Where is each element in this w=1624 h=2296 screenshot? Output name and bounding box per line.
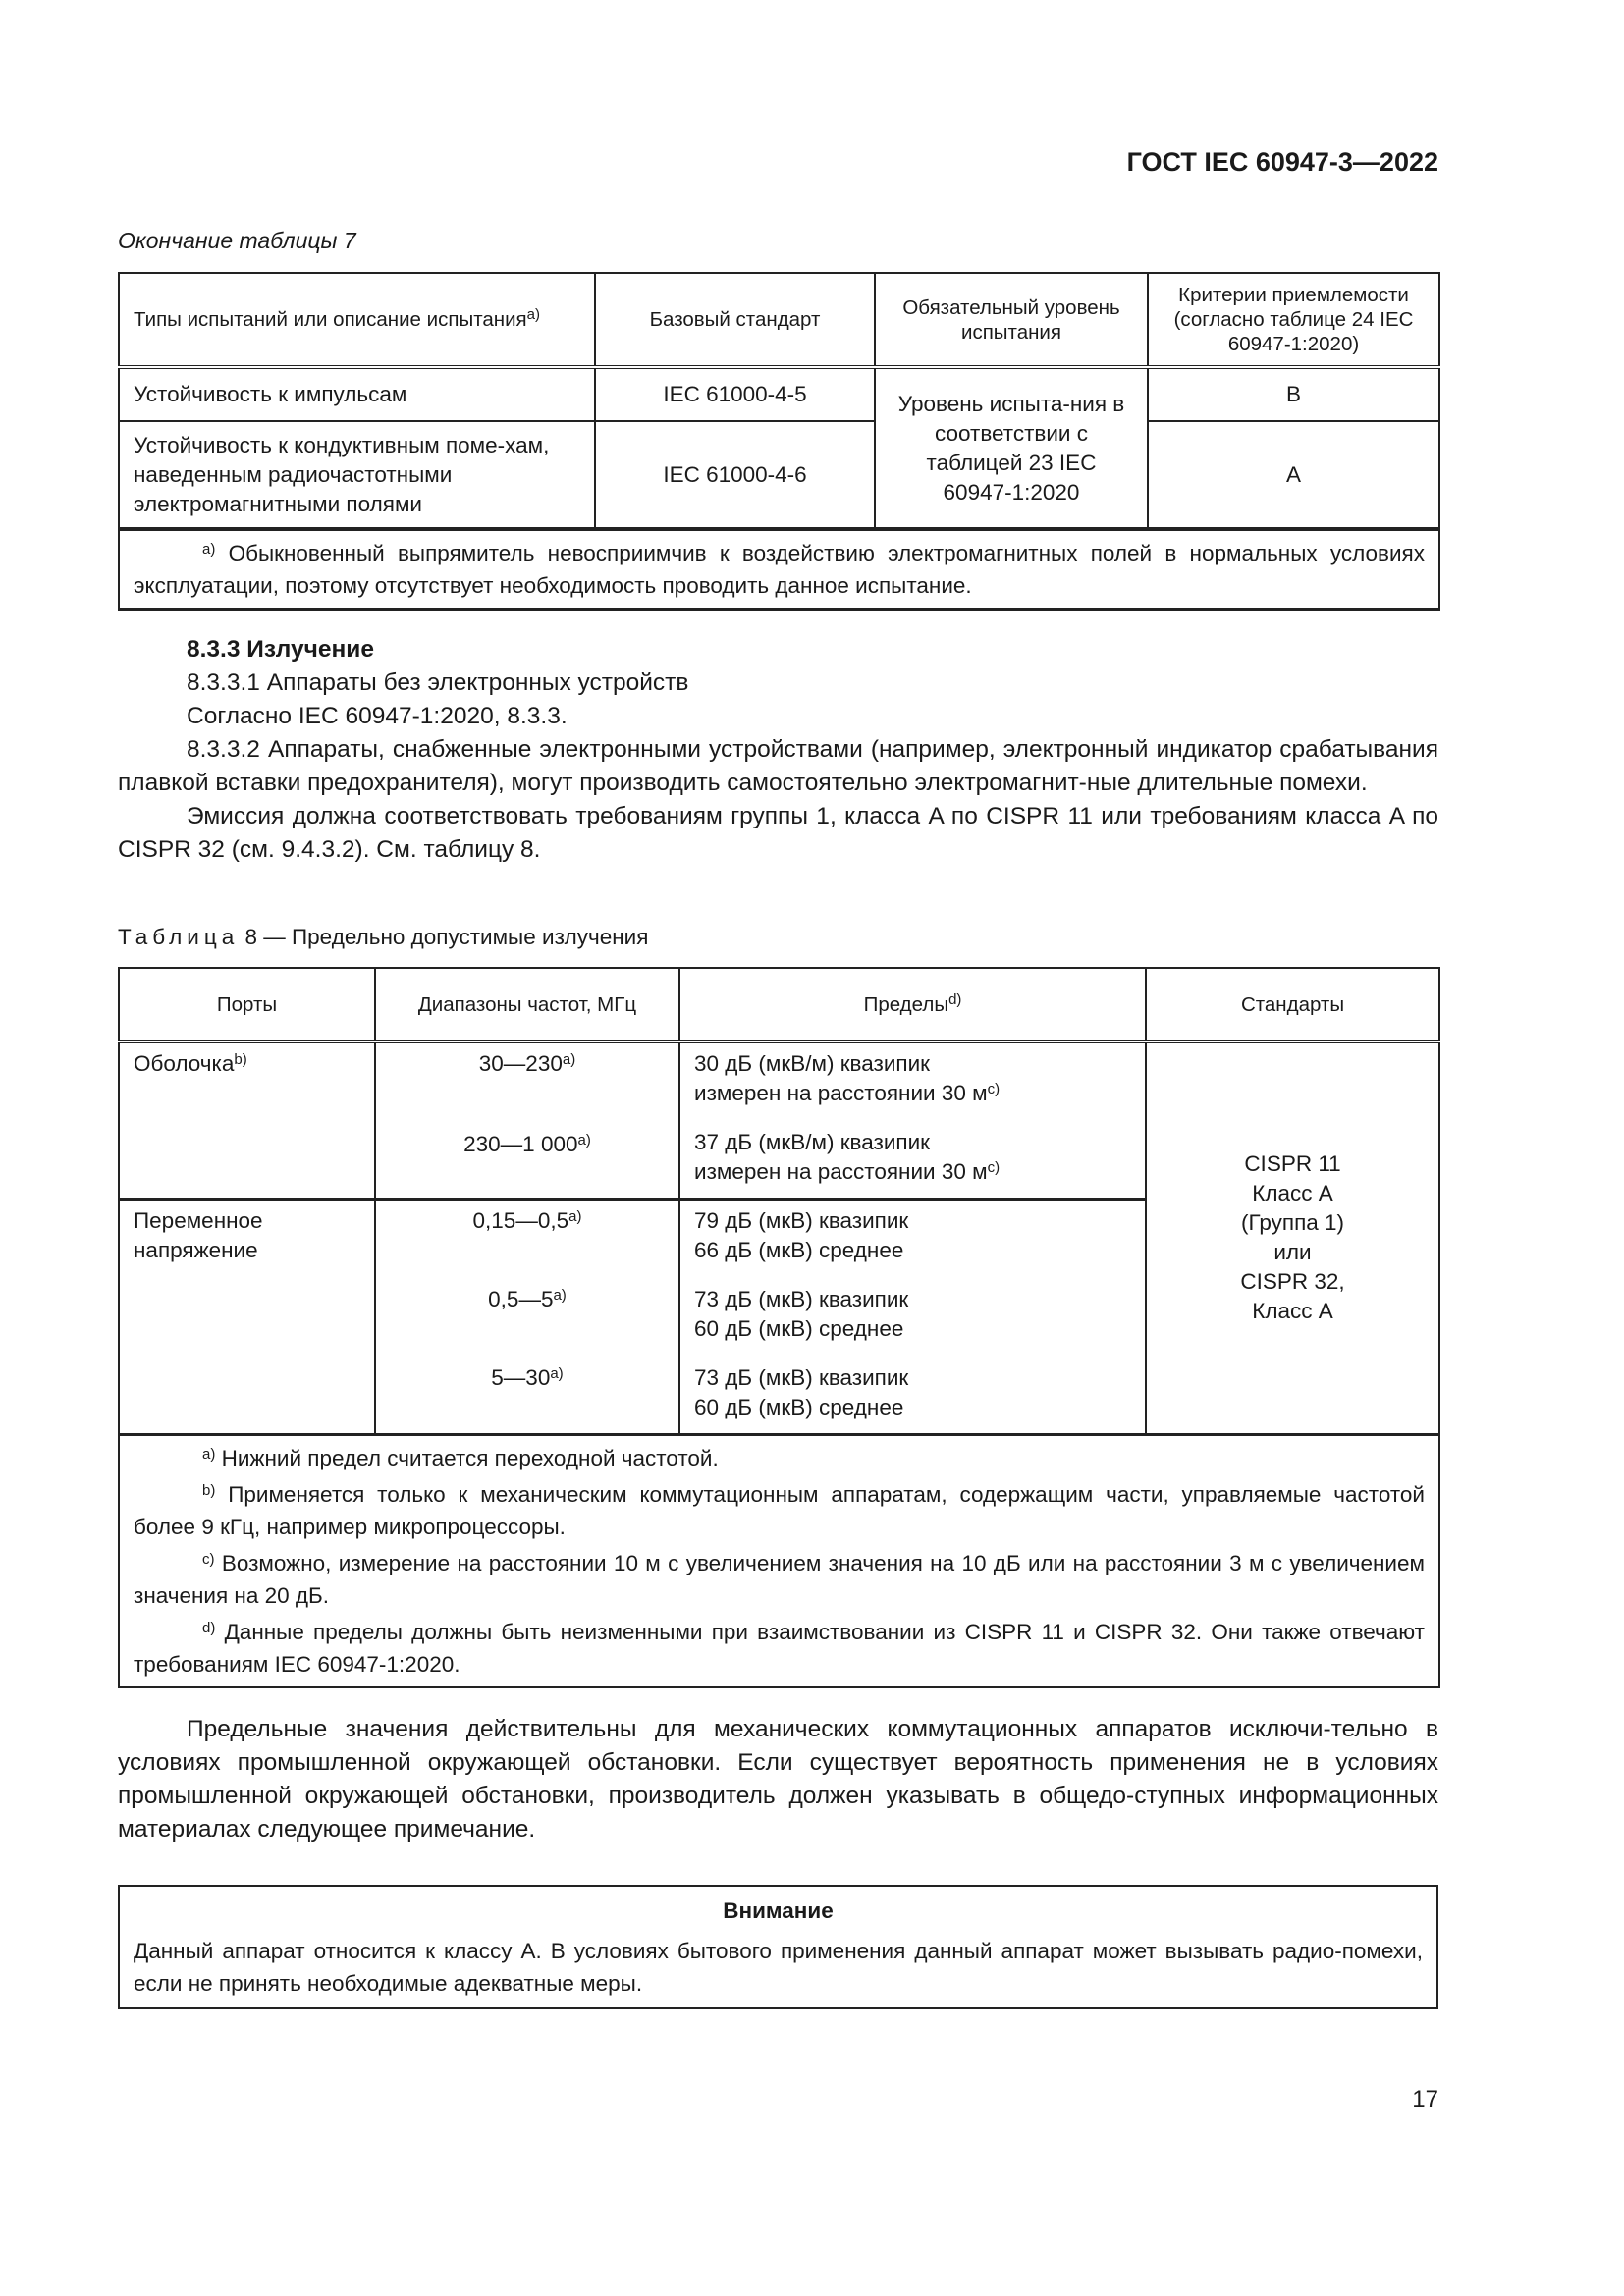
attention-text: Данный аппарат относится к классу A. В условиях бытового применения данный аппарат может вызывать радио-помехи, если не принять необходимые адекватные меры. xyxy=(134,1939,1423,1996)
column-header xyxy=(119,273,595,367)
column-header xyxy=(679,968,1146,1041)
footnote-ref: a) xyxy=(526,306,540,323)
footnote-text: Нижний предел считается переходной частотой. xyxy=(221,1445,719,1470)
column-header: Обязательный уровень испытания xyxy=(875,273,1148,367)
range-text: 5—30 xyxy=(491,1364,551,1390)
paragraph: Согласно IEC 60947-1:2020, 8.3.3. xyxy=(187,703,568,729)
standards xyxy=(1146,1041,1439,1434)
standard-line: CISPR 11 xyxy=(1244,1151,1341,1177)
paragraph: 8.3.3.2 Аппараты, снабженные электронными устройствами (например, электронный индикатор срабатывания плавкой вставки предохранителя), могут производить самостоятельно электромагнит-ные длительные помехи. xyxy=(118,736,1438,796)
frequency-range xyxy=(390,1049,665,1079)
test-level: Уровень испыта-ния в соответствии с таблицей 23 IEC 60947-1:2020 xyxy=(875,367,1148,529)
column-header: Стандарты xyxy=(1146,968,1439,1041)
caption-word: Таблица xyxy=(118,925,240,949)
footnote-ref: a) xyxy=(562,1051,576,1068)
port: Переменное напряжение xyxy=(119,1199,375,1434)
section-8-3-3 xyxy=(118,633,1438,867)
table7-continuation-label: Окончание таблицы 7 xyxy=(118,228,356,253)
paragraph-after-table xyxy=(118,1713,1438,1846)
footnote-ref: a) xyxy=(550,1364,564,1382)
limit-line: измерен на расстоянии 30 м xyxy=(694,1159,988,1184)
limit-text: 30 дБ (мкВ/м) квазипик xyxy=(694,1051,930,1076)
footnote-mark: d) xyxy=(202,1619,216,1636)
section-heading: 8.3.3 Излучение xyxy=(187,636,374,663)
column-header: Критерии приемлемости (согласно таблице 24 IEC 60947-1:2020) xyxy=(1148,273,1439,367)
table-footnote xyxy=(134,1478,1425,1543)
document-header: ГОСТ IEC 60947-3—2022 xyxy=(1126,147,1438,177)
limit-text: 37 дБ (мкВ/м) квазипик xyxy=(694,1130,930,1154)
attention-box xyxy=(118,1885,1438,2009)
limit-text xyxy=(694,1079,1131,1108)
paragraph: 8.3.3.1 Аппараты без электронных устройств xyxy=(187,669,689,696)
footnote-ref: d) xyxy=(948,990,962,1008)
footnote-ref: c) xyxy=(987,1081,1001,1097)
base-standard: IEC 61000-4-5 xyxy=(595,367,875,421)
table-footnote-row xyxy=(119,529,1439,610)
footnote-text: Применяется только к механическим коммутационным аппаратам, содержащим части, управляемые частотой более 9 кГц, например микропроцессоры. xyxy=(134,1481,1425,1539)
table-footnote xyxy=(119,529,1439,610)
footnote-ref: b) xyxy=(234,1051,247,1068)
limit-text: 79 дБ (мкВ) квазипик xyxy=(694,1207,909,1233)
limit-text: 66 дБ (мкВ) среднее xyxy=(694,1237,904,1262)
limit-line: измерен на расстоянии 30 м xyxy=(694,1081,988,1105)
frequency-range xyxy=(390,1363,665,1393)
header-text: Пределы xyxy=(863,992,949,1016)
table-footnote xyxy=(134,1616,1425,1681)
footnote-text: Возможно, измерение на расстоянии 10 м с увеличением значения на 10 дБ или на расстоянии 3 м с увеличением значения на 20 дБ. xyxy=(134,1550,1425,1608)
footnote-ref: a) xyxy=(577,1132,591,1148)
standard-line: Класс A xyxy=(1252,1299,1333,1324)
footnote-ref: a) xyxy=(553,1286,567,1304)
table-footnote xyxy=(134,1442,1425,1474)
range-text: 30—230 xyxy=(478,1051,563,1076)
table8-caption xyxy=(118,925,648,950)
footnote-mark: b) xyxy=(202,1481,216,1499)
table-header-row xyxy=(119,273,1439,367)
attention-title: Внимание xyxy=(723,1898,834,1923)
port xyxy=(119,1041,375,1199)
column-header: Порты xyxy=(119,968,375,1041)
footnote-text: Обыкновенный выпрямитель невосприимчив к воздействию электромагнитных полей в нормальных условиях эксплуатации, поэтому отсутствует необходимость проводить данное испытание. xyxy=(134,541,1425,598)
table-row-enclosure xyxy=(119,1041,1439,1199)
table-row xyxy=(119,367,1439,421)
table-row xyxy=(119,421,1439,529)
limit-text: 73 дБ (мкВ) квазипик xyxy=(694,1364,909,1390)
footnote-mark: a) xyxy=(202,1445,216,1463)
range-text: 0,15—0,5 xyxy=(472,1207,569,1233)
frequency-ranges xyxy=(375,1199,679,1434)
limits xyxy=(679,1199,1146,1434)
footnote-ref: c) xyxy=(987,1159,1001,1176)
port-text: Оболочка xyxy=(134,1051,235,1076)
criteria: B xyxy=(1148,367,1439,421)
column-header: Базовый стандарт xyxy=(595,273,875,367)
column-header: Диапазоны частот, МГц xyxy=(375,968,679,1041)
header-text: Типы испытаний или описание испытания xyxy=(134,308,527,331)
frequency-range xyxy=(390,1285,665,1314)
limit-text: 73 дБ (мкВ) квазипик xyxy=(694,1286,909,1311)
caption-text: 8 — Предельно допустимые излучения xyxy=(239,925,649,949)
frequency-ranges xyxy=(375,1041,679,1199)
footnote-mark: a) xyxy=(202,541,216,558)
standard-line: CISPR 32, xyxy=(1240,1269,1345,1295)
criteria: A xyxy=(1148,421,1439,529)
test-type: Устойчивость к импульсам xyxy=(119,367,595,421)
table-footnotes-row xyxy=(119,1434,1439,1687)
standard-line: (Группа 1) xyxy=(1240,1210,1345,1236)
standard-line: или xyxy=(1273,1240,1312,1265)
frequency-range xyxy=(390,1206,665,1236)
table-8 xyxy=(118,967,1440,1688)
footnote-ref: a) xyxy=(568,1207,582,1225)
range-text: 0,5—5 xyxy=(488,1286,554,1311)
paragraph: Эмиссия должна соответствовать требованиям группы 1, класса A по CISPR 11 или требованиям класса A по CISPR 32 (см. 9.4.3.2). См. таблицу 8. xyxy=(118,803,1438,863)
limits xyxy=(679,1041,1146,1199)
footnote-mark: c) xyxy=(202,1550,215,1568)
base-standard: IEC 61000-4-6 xyxy=(595,421,875,529)
table-header-row xyxy=(119,968,1439,1041)
paragraph: Предельные значения действительны для механических коммутационных аппаратов исключи-тельно в условиях промышленной окружающей обстановки. Если существует вероятность применения не в условиях промышленной окружающей обстановки, производитель должен указывать в общедо-ступных информационных материалах следующее примечание. xyxy=(118,1716,1438,1842)
table-footnotes xyxy=(119,1434,1439,1687)
frequency-range xyxy=(390,1130,665,1159)
limit-text xyxy=(694,1157,1131,1187)
test-type: Устойчивость к кондуктивным поме-хам, наведенным радиочастотными электромагнитными полями xyxy=(119,421,595,529)
table-7 xyxy=(118,272,1440,611)
page-number: 17 xyxy=(1412,2086,1438,2112)
standard-line: Класс A xyxy=(1252,1181,1333,1206)
footnote-text: Данные пределы должны быть неизменными при взаимствовании из CISPR 11 и CISPR 32. Они также отвечают требованиям IEC 60947-1:2020. xyxy=(134,1619,1425,1677)
table-footnote xyxy=(134,1547,1425,1612)
limit-text: 60 дБ (мкВ) среднее xyxy=(694,1315,904,1341)
range-text: 230—1 000 xyxy=(463,1132,578,1156)
limit-text: 60 дБ (мкВ) среднее xyxy=(694,1394,904,1419)
